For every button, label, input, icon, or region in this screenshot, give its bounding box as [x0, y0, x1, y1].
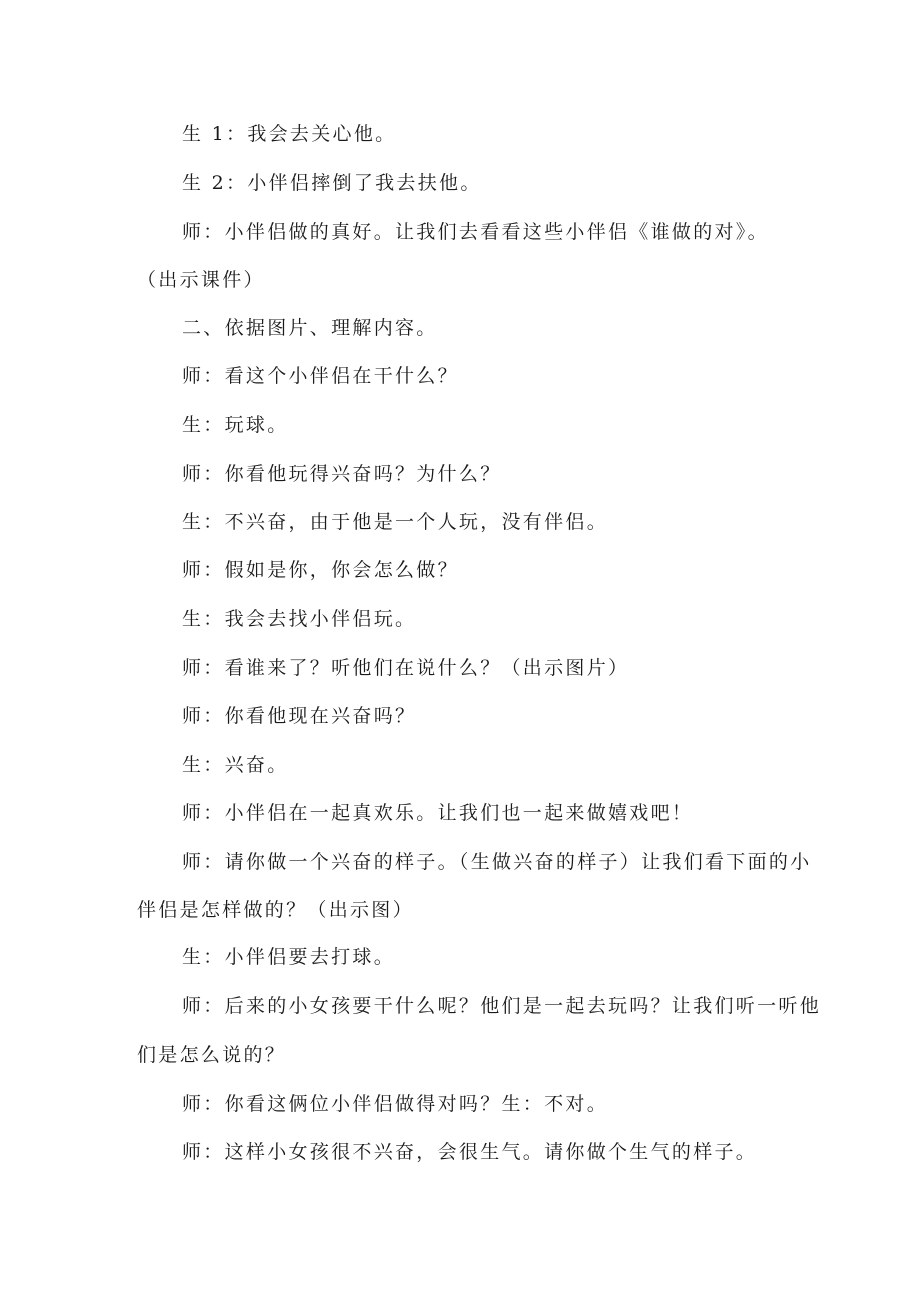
text-line: 师：请你做一个兴奋的样子。（生做兴奋的样子）让我们看下面的小 [182, 851, 812, 873]
text-line: 师：你看这俩位小伴侣做得对吗？生：不对。 [182, 1093, 609, 1115]
text-line: 师：这样小女孩很不兴奋，会很生气。请你做个生气的样子。 [182, 1141, 758, 1163]
text-line: 师：后来的小女孩要干什么呢？他们是一起去玩吗？让我们听一听他 [182, 995, 822, 1017]
text-line: 师：你看他现在兴奋吗？ [182, 705, 417, 727]
text-line: （出示课件） [137, 269, 265, 291]
text-line: 生：不兴奋，由于他是一个人玩，没有伴侣。 [182, 511, 609, 533]
text-line: 生：小伴侣要去打球。 [182, 946, 396, 968]
text-line: 生：我会去找小伴侣玩。 [182, 608, 417, 630]
text-line: 生 1：我会去关心他。 [182, 123, 397, 145]
text-line: 师：小伴侣做的真好。让我们去看看这些小伴侣《谁做的对》。 [182, 221, 769, 243]
text-line: 师：看这个小伴侣在干什么？ [182, 365, 459, 387]
text-line: 师：小伴侣在一起真欢乐。让我们也一起来做嬉戏吧！ [182, 802, 694, 824]
text-line: 生 2：小伴侣摔倒了我去扶他。 [182, 172, 482, 194]
text-line: 师：你看他玩得兴奋吗？为什么？ [182, 463, 502, 485]
text-line: 们是怎么说的？ [137, 1044, 287, 1066]
text-line: 师：假如是你，你会怎么做？ [182, 559, 459, 581]
section-heading: 二、依据图片、理解内容。 [182, 317, 438, 339]
text-line: 生：玩球。 [182, 414, 289, 436]
text-line: 伴侣是怎样做的？（出示图） [137, 899, 414, 921]
text-line: 师：看谁来了？听他们在说什么？（出示图片） [182, 657, 630, 679]
text-line: 生：兴奋。 [182, 754, 289, 776]
